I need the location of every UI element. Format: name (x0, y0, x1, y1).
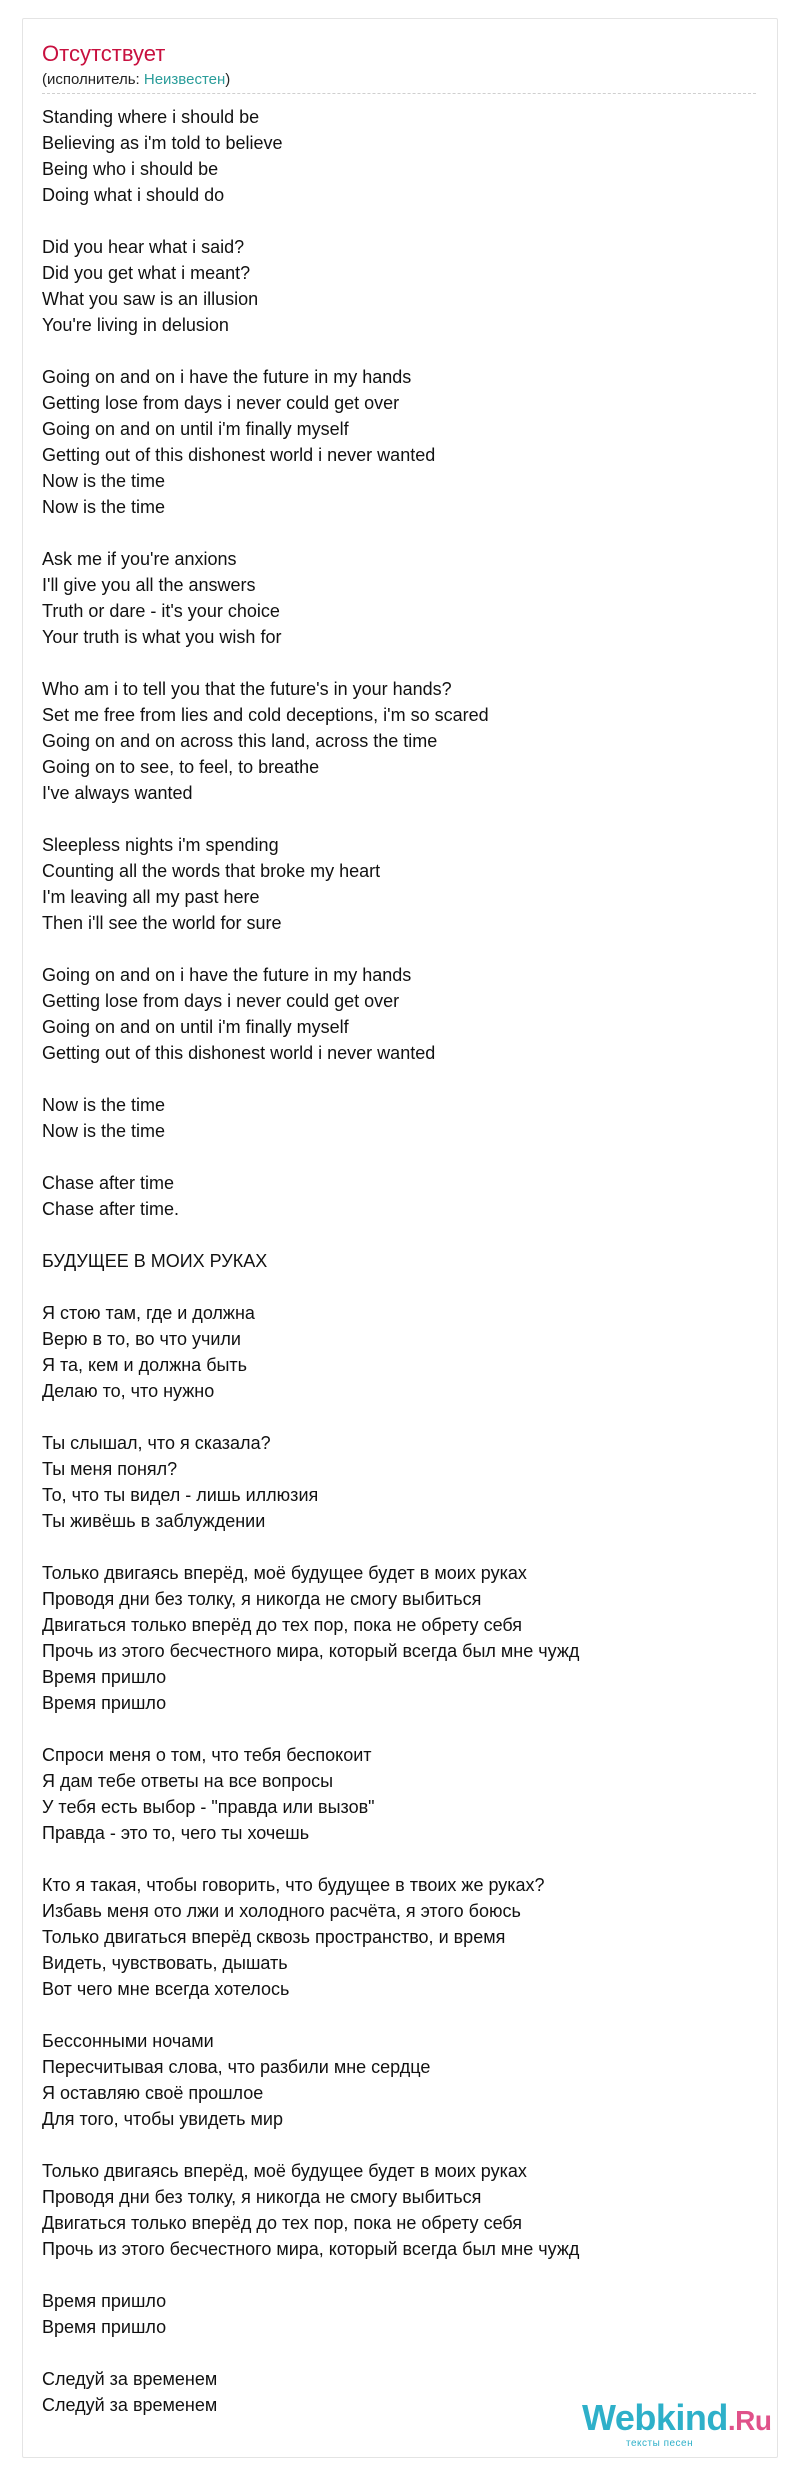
artist-line (42, 70, 230, 90)
logo-name: Webkind (582, 2397, 728, 2438)
artist-prefix: (исполнитель: (42, 71, 144, 88)
artist-link[interactable]: Неизвестен (143, 71, 226, 88)
lyrics-text: Standing where i should be Believing as i'm told to believe Being who i should be Doing what i should do Did you hear what i said? Did you get what i meant? What you saw is an illusion You're living in delusion Going on and on i have the future in my hands Getting lose from days i never could get over Going on and on until i'm finally myself Getting out of this dishonest world i never wanted Now is the time Now is the time Ask me if you're anxions I'll give you all the answers Truth or dare - it's your choice Your truth is what you wish for Who am i to tell you that the future's in your hands? Set me free from lies and cold deceptions, i'm so scared Going on and on across this land, across the time Going on to see, to feel, to breathe I've always wanted Sleepless nights i'm spending Counting all the words that broke my heart I'm leaving all my past here Then i'll see the world for sure Going on and on i have the future in my hands Getting lose from days i never could get over Going on and on until i'm finally myself Getting out of this dishonest world i never wanted Now is the time Now is the time Chase after time Chase after time. БУДУЩЕЕ В МОИХ РУКАХ Я стою там, где и должна Верю в то, во что учили Я та, кем и должна быть Делаю то, что нужно Ты слышал, что я сказала? Ты меня понял? То, что ты видел - лишь иллюзия Ты живёшь в заблуждении Только двигаясь вперёд, моё будущее будет в моих руках Проводя дни без толку, я никогда не смогу выбиться Двигаться только вперёд до тех пор, пока не обрету себя Прочь из этого бесчестного мира, который всегда был мне чужд Время пришло Время пришло Спроси меня о том, что тебя беспокоит Я дам тебе ответы на все вопросы У тебя есть выбор - "правда или вызов" Правда - это то, чего ты хочешь Кто я такая, чтобы говорить, что будущее в твоих же руках? Избавь меня ото лжи и холодного расчёта, я этого боюсь Только двигаться вперёд сквозь пространство, и время Видеть, чувствовать, дышать Вот чего мне всегда хотелось Бессонными ночами Пересчитывая слова, что разбили мне сердце Я оставляю своё прошлое Для того, чтобы увидеть мир Только двигаясь вперёд, моё будущее будет в моих руках Проводя дни без толку, я никогда не смогу выбиться Двигаться только вперёд до тех пор, пока не обрету себя Прочь из этого бесчестного мира, который всегда был мне чужд Время пришло Время пришло Следуй за временем Следуй за временем (42, 107, 580, 2415)
logo-tld: .Ru (727, 2405, 772, 2436)
artist-suffix: ) (225, 71, 231, 88)
logo-wordmark (582, 2398, 771, 2441)
song-title: Отсутствует (42, 41, 166, 66)
webkind-logo[interactable] (582, 2398, 772, 2454)
header-divider (42, 93, 756, 94)
logo-tagline: тексты песен (626, 2438, 694, 2449)
